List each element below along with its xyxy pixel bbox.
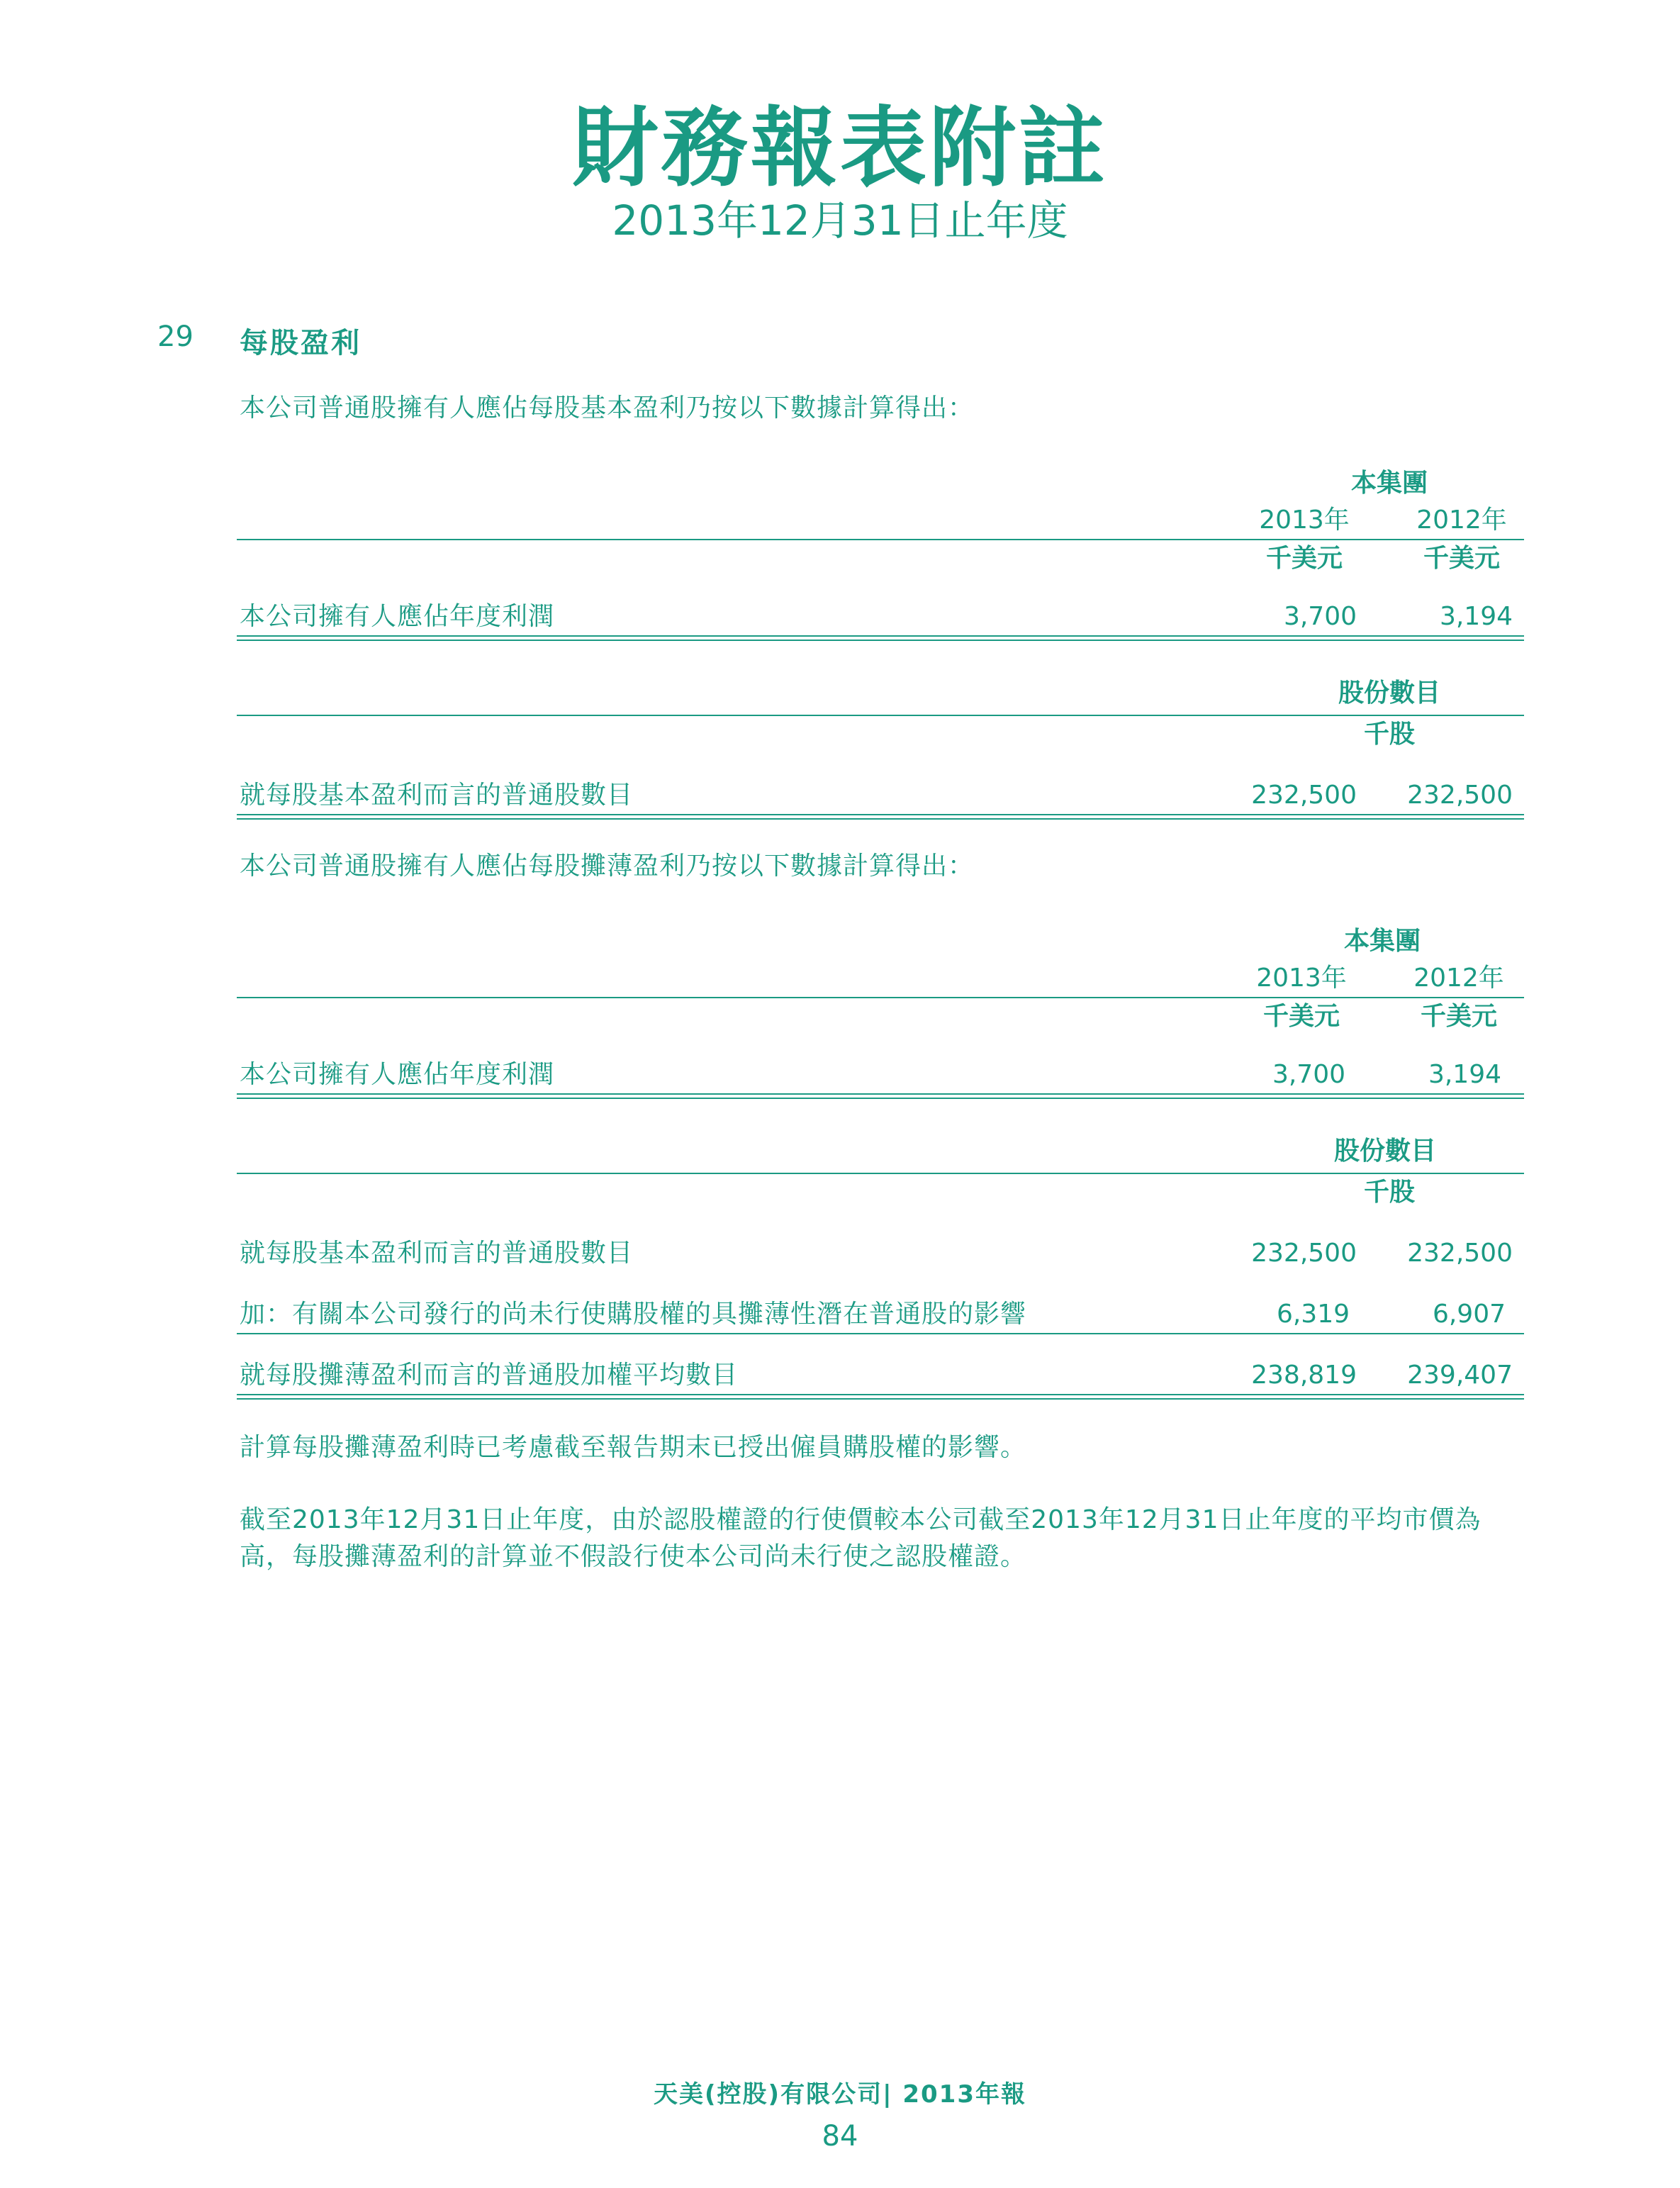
note-employee-options: 計算每股攤薄盈利時已考慮截至報告期末已授出僱員購股權的影響。 <box>240 1433 1027 1462</box>
diluted-options-label: 加：有關本公司發行的尚未行使購股權的具攤薄性潛在普通股的影響 <box>240 1300 1027 1329</box>
diluted-profit-label: 本公司擁有人應佔年度利潤 <box>240 1060 555 1089</box>
basic-header-rule <box>237 539 1524 540</box>
diluted-profit-2012: 3,194 <box>1428 1060 1501 1089</box>
basic-year-2012: 2012年 <box>1416 506 1507 535</box>
page-number: 84 <box>822 2120 858 2153</box>
basic-group-label: 本集團 <box>1350 469 1428 498</box>
diluted-profit-2013: 3,700 <box>1272 1060 1345 1089</box>
basic-shares-unit: 千股 <box>1363 720 1415 749</box>
page-title: 財務報表附註 <box>572 98 1108 199</box>
diluted-weighted-label: 就每股攤薄盈利而言的普通股加權平均數目 <box>240 1361 739 1390</box>
diluted-shares-header: 股份數目 <box>1333 1137 1436 1166</box>
diluted-intro: 本公司普通股擁有人應佔每股攤薄盈利乃按以下數據計算得出： <box>240 852 975 881</box>
basic-profit-label: 本公司擁有人應佔年度利潤 <box>240 602 555 631</box>
basic-shares-double-rule <box>237 814 1524 820</box>
diluted-options-2013: 6,319 <box>1276 1300 1350 1329</box>
basic-shares-header: 股份數目 <box>1338 679 1440 708</box>
diluted-group-label: 本集團 <box>1343 927 1421 956</box>
section-heading: 每股盈利 <box>240 327 362 359</box>
basic-shares-rule <box>237 715 1524 716</box>
diluted-unit-2013: 千美元 <box>1262 1002 1340 1031</box>
diluted-weighted-double-rule <box>237 1394 1524 1400</box>
diluted-unit-2012: 千美元 <box>1420 1002 1497 1031</box>
basic-shares-2013: 232,500 <box>1251 781 1357 810</box>
basic-intro: 本公司普通股擁有人應佔每股基本盈利乃按以下數據計算得出： <box>240 393 975 423</box>
diluted-options-rule <box>237 1333 1524 1334</box>
diluted-options-2012: 6,907 <box>1432 1300 1506 1329</box>
basic-shares-label: 就每股基本盈利而言的普通股數目 <box>240 781 634 810</box>
footer-company: 天美(控股)有限公司| 2013年報 <box>654 2080 1026 2109</box>
basic-shares-2012: 232,500 <box>1407 781 1513 810</box>
diluted-weighted-2012: 239,407 <box>1407 1361 1513 1390</box>
page-subtitle: 2013年12月31日止年度 <box>612 196 1068 245</box>
diluted-basic-shares-2013: 232,500 <box>1251 1239 1357 1268</box>
diluted-year-2012: 2012年 <box>1413 964 1504 993</box>
basic-year-2013: 2013年 <box>1259 506 1350 535</box>
basic-unit-2012: 千美元 <box>1423 544 1500 573</box>
basic-profit-2012: 3,194 <box>1439 602 1513 631</box>
note-warrants: 截至2013年12月31日止年度，由於認股權證的行使價較本公司截至2013年12月31日止年度的平均市價為高，每股攤薄盈利的計算並不假設行使本公司尚未行使之認股權證。 <box>240 1505 1482 1571</box>
diluted-shares-unit: 千股 <box>1363 1178 1415 1207</box>
diluted-header-rule <box>237 997 1524 998</box>
diluted-weighted-2013: 238,819 <box>1251 1361 1357 1390</box>
basic-unit-2013: 千美元 <box>1265 544 1343 573</box>
diluted-profit-double-rule <box>237 1093 1524 1099</box>
diluted-basic-shares-2012: 232,500 <box>1407 1239 1513 1268</box>
section-number: 29 <box>157 320 194 353</box>
diluted-basic-shares-label: 就每股基本盈利而言的普通股數目 <box>240 1239 634 1268</box>
basic-profit-2013: 3,700 <box>1283 602 1357 631</box>
diluted-shares-rule <box>237 1173 1524 1174</box>
diluted-year-2013: 2013年 <box>1256 964 1347 993</box>
basic-profit-double-rule <box>237 635 1524 641</box>
